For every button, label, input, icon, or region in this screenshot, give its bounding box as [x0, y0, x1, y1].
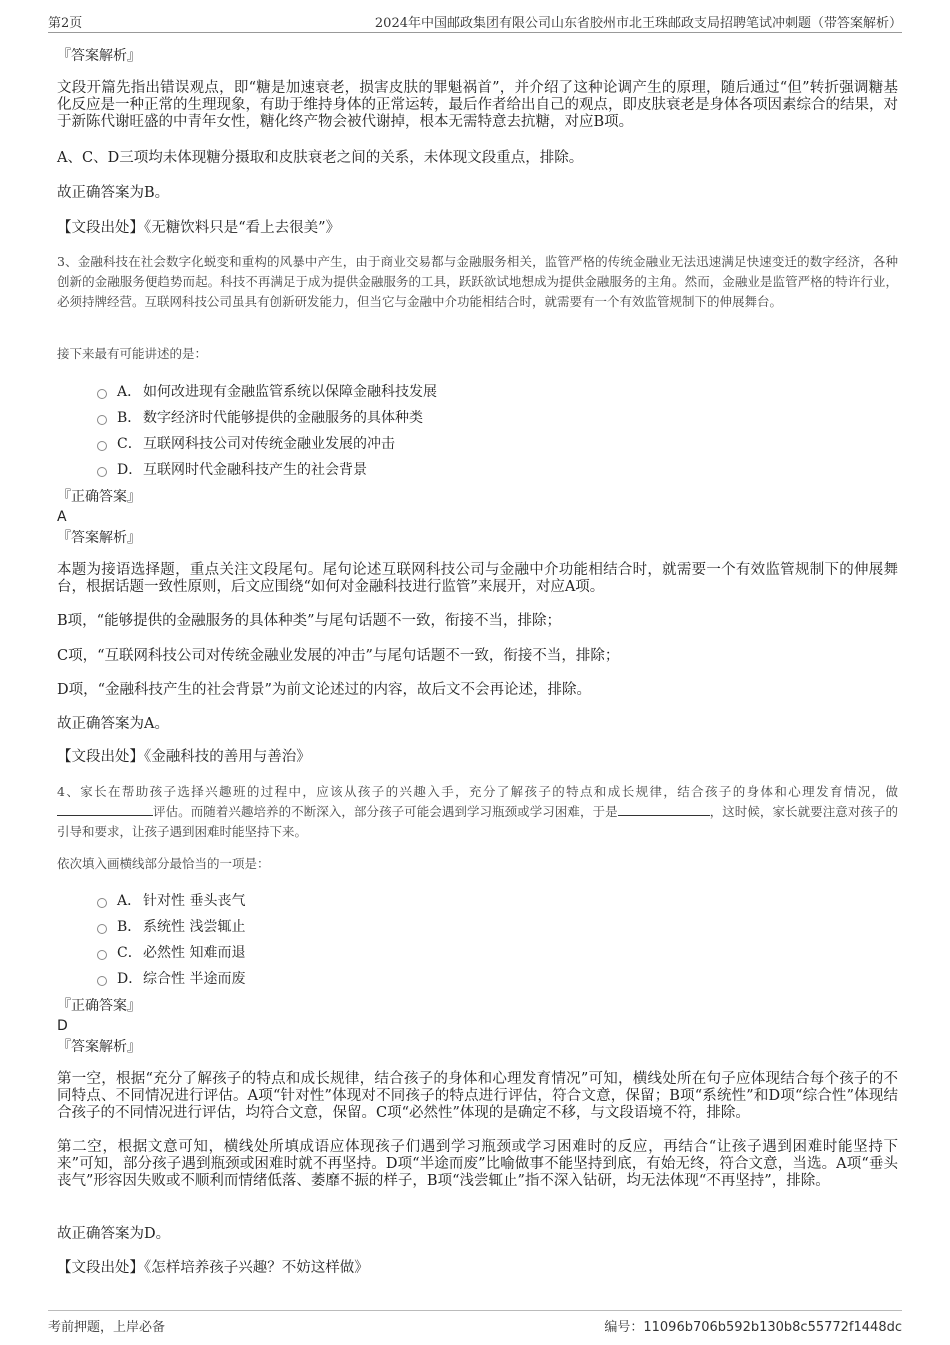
q3-analysis-c: C项，“互联网科技公司对传统金融业发展的冲击”与尾句话题不一致，衔接不当，排除；	[57, 648, 620, 664]
radio-icon[interactable]	[97, 976, 107, 986]
radio-icon[interactable]	[97, 389, 107, 399]
radio-icon[interactable]	[97, 467, 107, 477]
q4-option-d[interactable]: D．综合性 半途而废	[97, 969, 245, 989]
q2-analysis-label: 『答案解析』	[57, 48, 141, 64]
q3-analysis-label: 『答案解析』	[57, 530, 141, 546]
q4-option-b[interactable]: B． 系统性 浅尝辄止	[97, 917, 245, 937]
q4-option-a[interactable]: A． 针对性 垂头丧气	[97, 891, 245, 911]
page-number: 第2页	[48, 16, 83, 31]
radio-icon[interactable]	[97, 924, 107, 934]
q4-answer-label: 『正确答案』	[57, 998, 141, 1014]
q3-stem: 接下来最有可能讲述的是：	[57, 346, 208, 361]
q4-conclusion: 故正确答案为D。	[57, 1226, 171, 1242]
q4-analysis-paragraph-2: 第二空，根据文意可知，横线处所填成语应体现孩子们遇到学习瓶颈或学习困难时的反应，再结合“让孩子遇到困难时能坚持下来”可知，部分孩子遇到瓶颈或困难时就不再坚持。D项“半途而废”比喻做事不能坚持到底，有始无终，符合文意，当选。A项“垂头丧气”形容因失败或不顺利而情绪低落、萎靡不振的样子，B项“浅尝辄止”指不深入钻研，均无法体现“不再坚持”，排除。	[57, 1139, 898, 1189]
q3-option-b[interactable]: B． 数字经济时代能够提供的金融服务的具体种类	[97, 408, 423, 428]
q2-analysis-options: A、C、D三项均未体现糖分摄取和皮肤衰老之间的关系，未体现文段重点，排除。	[57, 150, 584, 166]
q3-analysis-b: B项，“能够提供的金融服务的具体种类”与尾句话题不一致，衔接不当，排除；	[57, 613, 561, 629]
footer-slogan: 考前押题，上岸必备	[48, 1320, 166, 1335]
q2-conclusion: 故正确答案为B。	[57, 185, 170, 201]
document-id: 编号：11096b706b592b130b8c55772f1448dc	[604, 1320, 902, 1335]
radio-icon[interactable]	[97, 441, 107, 451]
q3-option-d[interactable]: D．互联网时代金融科技产生的社会背景	[97, 460, 367, 480]
radio-icon[interactable]	[97, 898, 107, 908]
page-header	[48, 10, 902, 33]
q4-passage: 4、家长在帮助孩子选择兴趣班的过程中，应该从孩子的兴趣入手，充分了解孩子的特点和成长规律，结合孩子的身体和心理发育情况，做评估。而随着兴趣培养的不断深入，部分孩子可能会遇到学习瓶颈或学习困难，于是 ，这时候，家长就要注意对孩子的引导和要求，让孩子遇到困难时能坚持下来。	[57, 784, 898, 839]
q2-source: 【文段出处】《无糖饮料只是“看上去很美”》	[57, 220, 341, 236]
q3-answer-label: 『正确答案』	[57, 489, 141, 505]
q4-analysis-label: 『答案解析』	[57, 1039, 141, 1055]
q3-conclusion: 故正确答案为A。	[57, 716, 169, 732]
document-title: 2024年中国邮政集团有限公司山东省胶州市北王珠邮政支局招聘笔试冲刺题（带答案解析）	[374, 16, 902, 31]
q3-source: 【文段出处】《金融科技的善用与善治》	[57, 749, 311, 765]
q4-source: 【文段出处】《怎样培养孩子兴趣？不妨这样做》	[57, 1260, 369, 1276]
page-footer	[48, 1310, 902, 1335]
q2-analysis-paragraph: 文段开篇先指出错误观点，即“糖是加速衰老，损害皮肤的罪魁祸首”，并介绍了这种论调产生的原理，随后通过“但”转折强调糖基化反应是一种正常的生理现象，有助于维持身体的正常运转，最后作者给出自己的观点，即皮肤衰老是身体各项因素综合的结果，对于新陈代谢旺盛的中青年女性，糖化终产物会被代谢掉，根本无需特意去抗糖，对应B项。	[57, 80, 898, 130]
q3-option-c[interactable]: C．互联网科技公司对传统金融业发展的冲击	[97, 434, 395, 454]
q3-analysis-d: D项，“金融科技产生的社会背景”为前文论述过的内容，故后文不会再论述，排除。	[57, 682, 591, 698]
q4-option-c[interactable]: C．必然性 知难而退	[97, 943, 245, 963]
q4-blank-2	[618, 805, 710, 816]
q4-stem: 依次填入画横线部分最恰当的一项是：	[57, 856, 270, 871]
radio-icon[interactable]	[97, 415, 107, 425]
q4-analysis-paragraph-1: 第一空，根据“充分了解孩子的特点和成长规律，结合孩子的身体和心理发育情况”可知，横线处所在句子应体现结合每个孩子的不同特点、不同情况进行评估。A项“针对性”体现对不同孩子的特点进行评估，符合文意，保留；B项“系统性”和D项“综合性”体现结合孩子的不同情况进行评估，均符合文意，保留。C项“必然性”体现的是确定不移，与文段语境不符，排除。	[57, 1071, 898, 1121]
q4-answer: D	[57, 1018, 68, 1034]
q3-answer: A	[57, 509, 67, 525]
q3-passage: 3、金融科技在社会数字化蜕变和重构的风暴中产生，由于商业交易都与金融服务相关，监管严格的传统金融业无法迅速满足快速变迁的数字经济，各种创新的金融服务便趋势而起。科技不再满足于成为提供金融服务的工具，跃跃欲试地想成为提供金融服务的主角。然而，金融业是监管严格的特许行业，必须持牌经营。互联网科技公司虽具有创新研发能力，但当它与金融中介功能相结合时，就需要有一个有效监管规制下的伸展舞台。	[57, 254, 898, 309]
q4-blank-1	[57, 805, 153, 816]
q3-analysis-paragraph: 本题为接语选择题，重点关注文段尾句。尾句论述互联网科技公司与金融中介功能相结合时，就需要一个有效监管规制下的伸展舞台，根据话题一致性原则，后文应围绕“如何对金融科技进行监管”来展开，对应A项。	[57, 562, 898, 595]
radio-icon[interactable]	[97, 950, 107, 960]
q3-option-a[interactable]: A． 如何改进现有金融监管系统以保障金融科技发展	[97, 382, 437, 402]
